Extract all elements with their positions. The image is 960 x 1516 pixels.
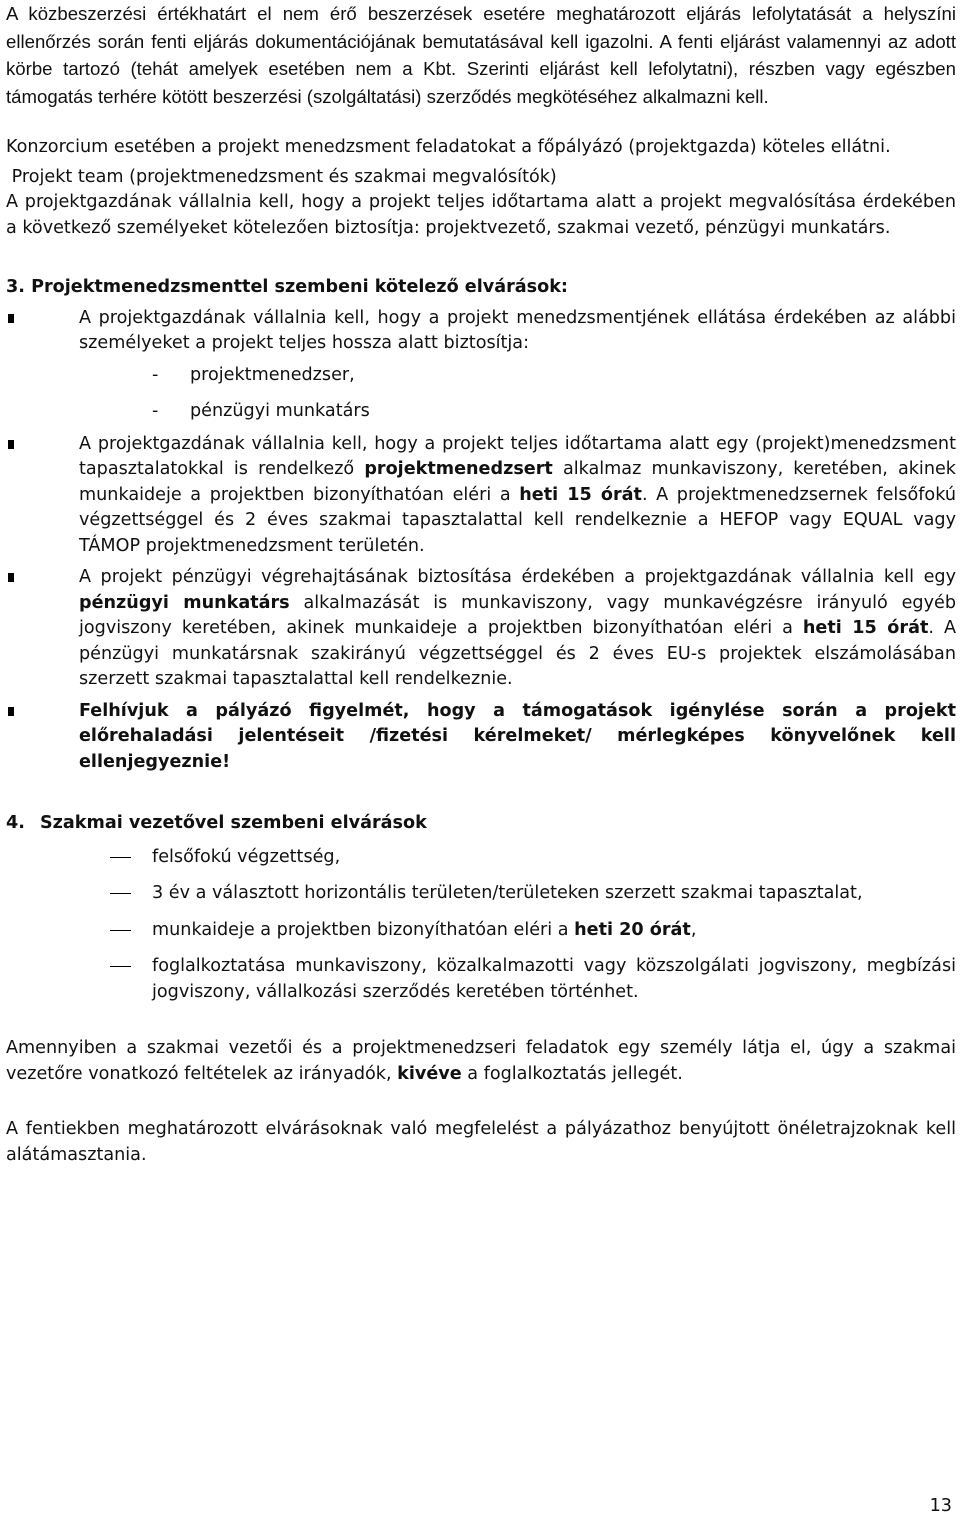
bullet-4-text xyxy=(79,699,956,776)
square-bullet-icon xyxy=(8,573,14,582)
text-run: alkalmazását is munkaviszony, vagy munkavégzésre irányuló egyéb jogviszony keretében, akinek munkaideje a projektben bizonyíthatóan eléri a xyxy=(79,592,956,638)
intro-text: A közbeszerzési értékhatárt el nem érő beszerzések esetére meghatározott eljárás lefolytatását a helyszíni ellenőrzés során fenti eljárás dokumentációjának bemutatásával kell igazolni. A fenti eljárást valamennyi az adott körbe tartozó (tehát amelyek esetében nem a Kbt. Szerinti eljárást kell lefolytatni), részben vagy egészben támogatás terhére kötött beszerzési (szolgáltatási) szerződés megkötéséhez alkalmazni kell. xyxy=(6,3,956,107)
requirement-text: 3 év a választott horizontális területen/területeken szerzett szakmai tapasztalat, xyxy=(152,883,863,903)
dash-item xyxy=(79,396,956,426)
closing-paragraph-2: A fentiekben meghatározott elvárásoknak való megfelelést a pályázathoz benyújtott önéletrajzoknak kell alátámasztania. xyxy=(6,1119,956,1165)
dash-item xyxy=(79,360,956,390)
requirement-item xyxy=(6,881,956,907)
requirement-text: foglalkoztatása munkaviszony, közalkalmazotti vagy közszolgálati jogviszony, megbízási jogviszony, vállalkozási szerződés keretében történhet. xyxy=(152,956,956,1002)
page-number: 13 xyxy=(929,1496,952,1516)
bullet-3-text xyxy=(79,565,956,693)
dash-icon xyxy=(110,893,131,894)
dash-icon xyxy=(110,930,131,931)
bold-run: projektmenedzsert xyxy=(364,459,553,479)
intro-paragraph xyxy=(6,0,956,111)
square-bullet-icon xyxy=(8,707,14,716)
dash-item-text: projektmenedzser, xyxy=(190,364,355,385)
text-run: A projekt pénzügyi végrehajtásának biztosítása érdekében a projektgazdának vállalnia kell egy xyxy=(79,567,956,587)
section-3-heading xyxy=(6,275,956,301)
bold-run: kivéve xyxy=(397,1063,462,1084)
bold-run: Felhívjuk a pályázó figyelmét, hogy a támogatások igénylése során a projekt előrehaladási jelentéseit /fizetési kérelmeket/ mérlegképes könyvelőnek kell ellenjegyeznie! xyxy=(79,700,956,772)
section-4-title: Szakmai vezetővel szembeni elvárások xyxy=(40,813,427,833)
bullet-1-text: A projektgazdának vállalnia kell, hogy a projekt menedzsmentjének ellátása érdekében az alábbi személyeket a projekt teljes hossza alatt biztosítja: xyxy=(79,307,956,353)
closing-paragraph-1 xyxy=(6,1036,956,1087)
bold-run: heti 20 órát xyxy=(574,919,691,940)
section-4-list xyxy=(6,845,956,1006)
staff-dash-list xyxy=(79,360,956,426)
requirement-item xyxy=(6,845,956,871)
text-run: munkaideje a projektben bizonyíthatóan eléri a xyxy=(152,919,575,940)
text-run: A projektgazdának vállalnia kell, hogy a projekt teljes időtartama alatt egy (projekt)menedzsment tapasztalatokkal is rendelkező xyxy=(79,433,956,479)
section-3-number: 3. xyxy=(6,277,25,297)
bullet-item xyxy=(6,565,956,693)
bullet-2-text xyxy=(79,432,956,560)
section-3-bullet-list xyxy=(6,306,956,776)
section-4-number: 4. xyxy=(6,813,25,833)
square-bullet-icon xyxy=(8,314,14,323)
section-4-heading xyxy=(6,811,956,837)
bullet-item xyxy=(6,306,956,426)
text-run: alkalmaz munkaviszony, keretében, akinek munkaideje a projektben bizonyíthatóan eléri a xyxy=(79,459,956,505)
bold-run: heti 15 órát xyxy=(802,618,929,638)
consortium-paragraph: Konzorcium esetében a projekt menedzsment feladatokat a főpályázó (projektgazda) köteles ellátni. xyxy=(6,137,891,157)
requirement-text: felsőfokú végzettség, xyxy=(152,846,341,867)
section-3-title: Projektmenedzsmenttel szembeni kötelező elvárások: xyxy=(31,277,568,297)
requirement-item xyxy=(6,918,956,944)
dash-mark: - xyxy=(152,400,159,421)
text-run: Amennyiben a szakmai vezetői és a projektmenedzseri feladatok egy személy látja el, úgy a szakmai vezetőre vonatkozó feltételek az irányadók, xyxy=(6,1038,956,1084)
text-run: . A pénzügyi munkatársnak szakirányú végzettséggel és 2 éves EU-s projektek elszámolásában szerzett szakmai tapasztalattal kell rendelkeznie. xyxy=(79,618,956,689)
dash-mark: - xyxy=(152,364,159,385)
dash-icon xyxy=(110,966,131,967)
dash-icon xyxy=(110,857,131,858)
document-page xyxy=(6,0,956,1168)
bold-run: pénzügyi munkatárs xyxy=(79,592,290,613)
bullet-item xyxy=(6,432,956,560)
requirement-text xyxy=(152,918,956,944)
dash-item-text: pénzügyi munkatárs xyxy=(190,400,370,421)
text-run: . A projektmenedzsernek felsőfokú végzettséggel és 2 éves szakmai tapasztalattal kell rendelkeznie a HEFOP vagy EQUAL vagy TÁMOP projektmenedzsment területén. xyxy=(79,484,956,556)
team-paragraph: A projektgazdának vállalnia kell, hogy a projekt teljes időtartama alatt a projekt megvalósítása érdekében a következő személyeket kötelezően biztosítja: projektvezető, szakmai vezető, pénzügyi munkatárs. xyxy=(6,192,956,238)
text-run: , xyxy=(690,919,697,940)
text-run: a foglalkoztatás jellegét. xyxy=(461,1063,683,1084)
bullet-item xyxy=(6,699,956,776)
requirement-item xyxy=(6,954,956,1005)
square-bullet-icon xyxy=(8,440,14,449)
bold-run: heti 15 órát xyxy=(519,484,642,505)
team-title: Projekt team (projektmenedzsment és szakmai megvalósítók) xyxy=(6,166,557,187)
